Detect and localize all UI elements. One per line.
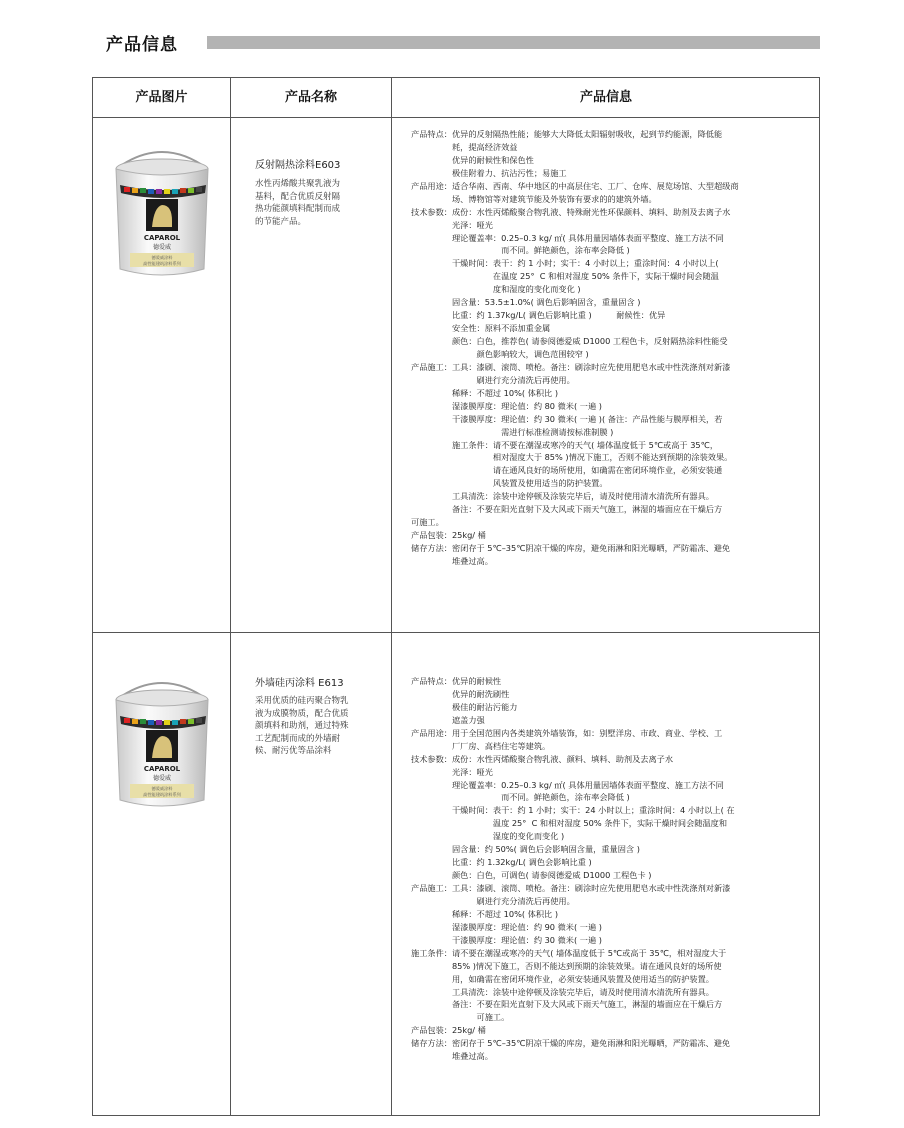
info-line: 储存方法：密闭存于 5℃–35℃阴凉干燥的库房，避免雨淋和阳光曝晒，严防霜冻、避免 (411, 543, 731, 553)
header-product-info: 产品信息 (579, 90, 632, 105)
info-line: 稀释：不超过 10%( 体积比 ) (411, 387, 559, 398)
info-line: 可施工。 (411, 517, 444, 528)
info-line: 遮盖力强 (411, 714, 485, 725)
info-line: 湿漆膜厚度：理论值：约 80 微米( 一遍 ) (411, 400, 602, 411)
info-line: 85% )情况下施工，否则不能达到预期的涂装效果。请在通风良好的场所使 (411, 960, 722, 971)
description-line: 颜填料和助剂，通过特殊 (255, 721, 349, 732)
info-line: 产品施工：工具：漆刷、滚筒、喷枪。备注：刷涂时应先使用肥皂水或中性洗涤剂对新漆 (411, 361, 731, 372)
info-line: 优异的耐候性和保色性 (411, 154, 534, 165)
info-line: 比重：约 1.37kg/L( 调色后影响比重 ) 耐候性：优异 (411, 310, 666, 321)
info-line: 而不同。鲜艳颜色，涂布率会降低 ) (411, 792, 630, 803)
svg-text:高性能建筑涂料系列: 高性能建筑涂料系列 (143, 792, 181, 797)
info-line: 理论覆盖率：0.25–0.3 kg/ ㎡( 具体用量因墙体表面平整度、施工方法不同 (411, 232, 724, 243)
product-info (411, 675, 813, 1063)
info-line: 产品包装：25kg/ 桶 (411, 530, 486, 541)
info-line: 技术参数：成份：水性丙烯酸聚合物乳液、颜料、填料、助剂及去离子水 (411, 753, 674, 764)
info-line: 产品施工：工具：漆刷、滚筒、喷枪。备注：刷涂时应先使用肥皂水或中性洗涤剂对新漆 (411, 883, 731, 893)
info-line: 用，如确需在密闭环境作业，必须安装通风装置及使用适当的防护装置。 (411, 973, 714, 984)
info-line: 风装置及使用适当的防护装置。 (411, 478, 608, 489)
svg-text:高性能建筑涂料系列: 高性能建筑涂料系列 (143, 261, 181, 266)
product-table (92, 77, 820, 1116)
info-line: 光泽：哑光 (411, 219, 493, 230)
row-divider (93, 632, 819, 633)
info-line: 需进行标准检测请按标准制膜 ) (411, 426, 614, 437)
info-line: 产品用途：用于全国范围内各类建筑外墙装饰，如：别墅洋房、市政、商业、学校、工 (411, 727, 723, 738)
info-line: 干燥时间：表干：约 1 小时；实干：24 小时以上；重涂时间：4 小时以上( 在 (411, 805, 735, 816)
svg-text:德爱威: 德爱威 (152, 775, 172, 782)
paint-bucket-icon (108, 141, 216, 281)
info-line: 固含量：约 50%( 调色后会影响固含量，重量固含 ) (411, 844, 640, 855)
header-product-image: 产品图片 (135, 90, 188, 105)
info-line: 耗，提高经济效益 (411, 141, 518, 152)
info-line: 优异的耐洗刷性 (411, 688, 510, 699)
info-line: 颜色影响较大，调色范围较窄 ) (411, 348, 589, 359)
info-line: 安全性：原料不添加重金属 (411, 323, 551, 334)
description-line: 水性丙烯酸共聚乳液为 (255, 179, 341, 189)
product-name: 外墙硅丙涂料 E613 (255, 678, 344, 689)
info-line: 比重：约 1.32kg/L( 调色会影响比重 ) (411, 857, 592, 868)
info-line: 堆叠过高。 (411, 1051, 493, 1062)
info-line: 在温度 25° C 和相对湿度 50% 条件下，实际干燥时间会随温 (411, 271, 719, 282)
info-line: 工具清洗：涂装中途停顿及涂装完毕后，请及时使用清水清洗所有器具。 (411, 491, 714, 502)
info-line: 储存方法：密闭存于 5℃–35℃阴凉干燥的库房，避免雨淋和阳光曝晒，严防霜冻、避免 (411, 1038, 731, 1049)
description-line: 液为成膜物质，配合优质 (255, 708, 349, 719)
info-line: 湿度的变化而变化 ) (411, 831, 565, 842)
info-line: 施工条件：请不要在潮湿或寒冷的天气( 墙体温度低于 5℃或高于 35℃， (411, 439, 719, 450)
info-line: 请在通风良好的场所使用，如确需在密闭环境作业，必须安装通 (411, 465, 723, 476)
description-line: 的节能产品。 (255, 216, 307, 227)
info-line: 光泽：哑光 (411, 766, 493, 777)
info-line: 干漆膜厚度：理论值：约 30 微米( 一遍 )( 备注：产品性能与膜厚相关，若 (411, 413, 723, 424)
info-line: 而不同。鲜艳颜色，涂布率会降低 ) (411, 245, 630, 256)
product-image (108, 672, 216, 816)
description-line: 采用优质的硅丙聚合物乳 (255, 696, 349, 706)
info-line: 产品特点：优异的耐候性 (411, 676, 502, 686)
info-line: 产品包装：25kg/ 桶 (411, 1025, 486, 1036)
column-divider (391, 78, 392, 1115)
info-line: 干漆膜厚度：理论值：约 30 微米( 一遍 ) (411, 934, 602, 945)
svg-text:德爱威涂料: 德爱威涂料 (151, 255, 173, 260)
info-line: 颜色：白色，可调色( 请参阅德爱威 D1000 工程色卡 ) (411, 870, 652, 881)
description-line: 基料，配合优质反射隔 (255, 191, 341, 202)
description-line: 热功能颜填料配制而成 (255, 204, 341, 215)
svg-text:CAPAROL: CAPAROL (143, 234, 181, 242)
info-line: 可施工。 (411, 1012, 510, 1023)
info-line: 刷进行充分清洗后再使用。 (411, 374, 575, 385)
info-line: 干燥时间：表干：约 1 小时；实干：4 小时以上；重涂时间：4 小时以上( (411, 258, 719, 269)
info-line: 堆叠过高。 (411, 555, 493, 566)
info-line: 刷进行充分清洗后再使用。 (411, 895, 575, 906)
product-description (255, 695, 360, 758)
header-product-name: 产品名称 (284, 90, 337, 105)
info-line: 度和湿度的变化而变化 ) (411, 284, 581, 295)
info-line: 颜色：白色，推荐色( 请参阅德爱威 D1000 工程色卡，反射隔热涂料性能受 (411, 336, 728, 346)
svg-text:CAPAROL: CAPAROL (143, 765, 181, 773)
info-line: 固含量：53.5±1.0%( 调色后影响固含，重量固含 ) (411, 297, 641, 308)
description-line: 工艺配制而成的外墙耐 (255, 733, 341, 744)
info-line: 备注：不要在阳光直射下及大风或下雨天气施工，淋湿的墙面应在干燥后方 (411, 504, 723, 515)
info-line: 工具清洗：涂装中途停顿及涂装完毕后，请及时使用清水清洗所有器具。 (411, 986, 714, 997)
info-line: 温度 25° C 和相对湿度 50% 条件下，实际干燥时间会随温度和 (411, 818, 728, 829)
product-image (108, 141, 216, 285)
info-line: 产品用途：适合华南、西南、华中地区的中高层住宅、工厂、仓库、展览场馆、大型超级商 (411, 180, 739, 191)
product-description (255, 178, 360, 228)
title-bar (207, 36, 820, 49)
info-line: 湿漆膜厚度：理论值：约 90 微米( 一遍 ) (411, 921, 602, 932)
info-line: 极佳的耐沾污能力 (411, 701, 518, 712)
product-name: 反射隔热涂料E603 (255, 160, 341, 171)
info-line: 技术参数：成份：水性丙烯酸聚合物乳液、特殊耐光性环保颜料、填料、助剂及去离子水 (411, 206, 731, 217)
info-line: 稀释：不超过 10%( 体积比 ) (411, 908, 559, 919)
svg-text:德爱威涂料: 德爱威涂料 (151, 786, 173, 791)
column-divider (230, 78, 231, 1115)
info-line: 厂厂房、高档住宅等建筑。 (411, 740, 551, 751)
info-line: 施工条件：请不要在潮湿或寒冷的天气( 墙体温度低于 5℃或高于 35℃，相对湿度大于 (411, 947, 727, 958)
paint-bucket-icon (108, 672, 216, 812)
page-title: 产品信息 (106, 35, 178, 55)
info-line: 极佳附着力、抗沾污性；易施工 (411, 167, 567, 178)
svg-text:德爱威: 德爱威 (152, 244, 172, 251)
info-line: 相对湿度大于 85% )情况下施工，否则不能达到预期的涂装效果。 (411, 452, 733, 463)
info-line: 产品特点：优异的反射隔热性能；能够大大降低太阳辐射吸收，起到节约能源，降低能 (411, 129, 723, 139)
product-info (411, 128, 813, 568)
info-line: 场、博物馆等对建筑节能及外装饰有要求的的建筑外墙。 (411, 193, 657, 204)
table-header (93, 78, 819, 118)
info-line: 理论覆盖率：0.25–0.3 kg/ ㎡( 具体用量因墙体表面平整度、施工方法不同 (411, 779, 724, 790)
info-line: 备注：不要在阳光直射下及大风或下雨天气施工，淋湿的墙面应在干燥后方 (411, 999, 723, 1010)
description-line: 候、耐污优等品涂料 (255, 746, 332, 757)
